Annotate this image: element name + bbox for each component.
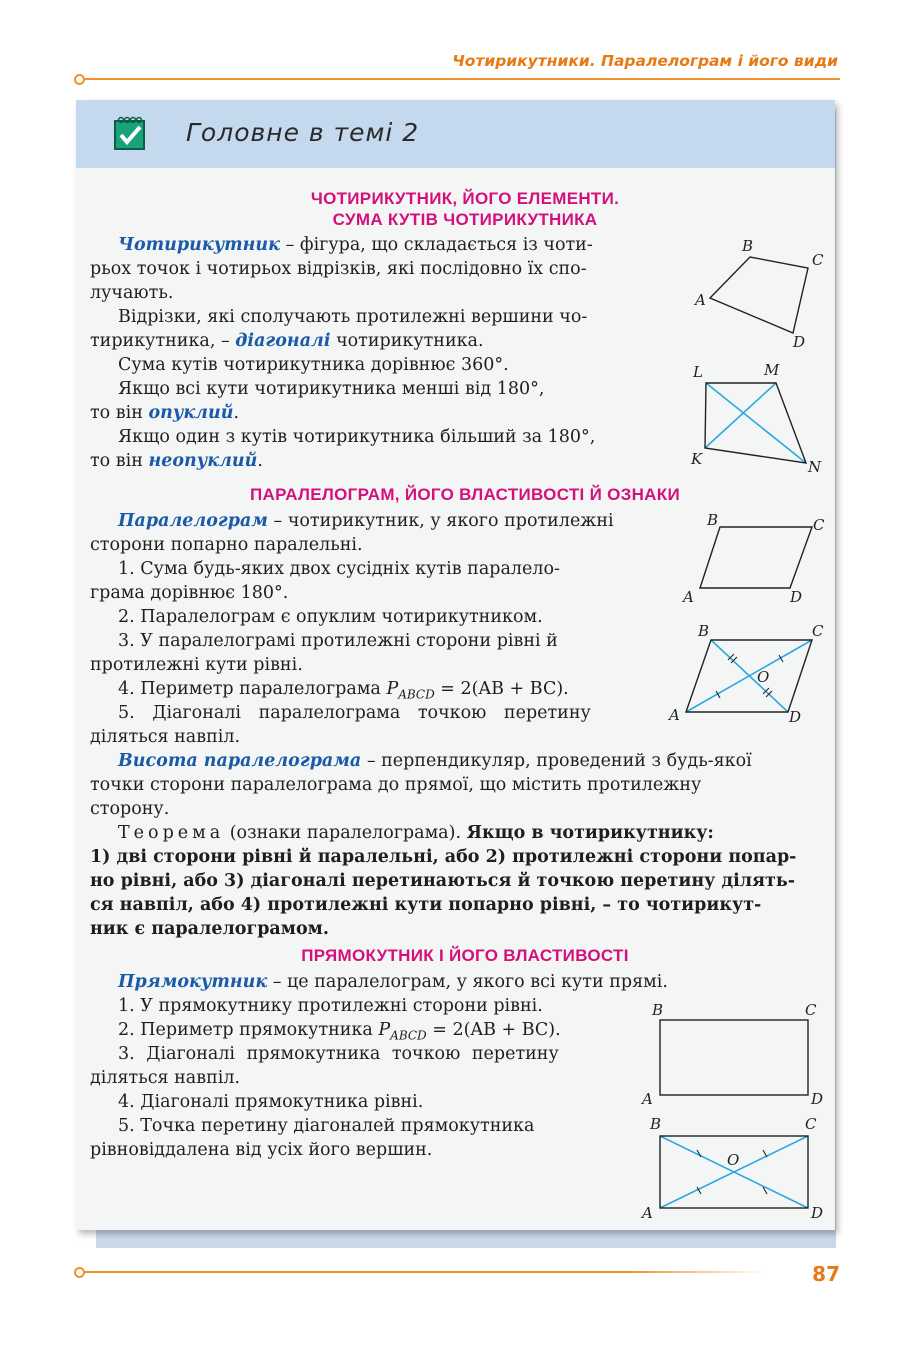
vertex-label: M xyxy=(764,361,780,379)
text-run: – чотирикутник, у якого протилежні xyxy=(267,511,614,531)
convex-quadrilateral-figure xyxy=(688,360,833,480)
text-run: тирикутника, – xyxy=(90,331,236,351)
text-line: діляться навпіл. xyxy=(90,1068,241,1088)
text-line: ник є паралелограмом. xyxy=(90,919,329,939)
section-title: ПРЯМОКУТНИК І ЙОГО ВЛАСТИВОСТІ xyxy=(301,946,629,965)
vertex-label: K xyxy=(691,450,703,468)
section-title-line: ЧОТИРИКУТНИК, ЙОГО ЕЛЕМЕНТИ. xyxy=(310,189,620,208)
text-line xyxy=(118,233,593,257)
vertex-label: A xyxy=(683,588,694,606)
text-line xyxy=(118,749,752,773)
text-line xyxy=(118,970,668,994)
vertex-label: B xyxy=(707,511,719,529)
text-line: 1. У прямокутнику протилежні сторони рівні. xyxy=(118,996,543,1016)
text-line xyxy=(90,401,239,425)
text-line: 1. Сума будь-яких двох сусідніх кутів паралело- xyxy=(118,559,560,579)
section-title xyxy=(200,188,730,230)
text-line: Якщо один з кутів чотирикутника більший за 180°, xyxy=(118,427,596,447)
text-line: діляться навпіл. xyxy=(90,727,241,747)
vertex-label: C xyxy=(812,251,824,269)
vertex-label: C xyxy=(813,516,825,534)
text-run: – фігура, що складається із чоти- xyxy=(280,235,593,255)
text-line: но рівні, або 3) діагоналі перетинаються й точкою перетину ділять- xyxy=(90,871,796,891)
vertex-label: C xyxy=(805,1001,817,1019)
section-title: ПАРАЛЕЛОГРАМ, ЙОГО ВЛАСТИВОСТІ Й ОЗНАКИ xyxy=(250,485,680,504)
vertex-label: N xyxy=(808,458,822,476)
text-line: 5. Діагоналі паралелограма точкою перетину xyxy=(118,703,591,723)
text-line xyxy=(90,329,484,353)
vertex-label: B xyxy=(650,1115,662,1133)
text-line xyxy=(90,449,263,473)
center-label: O xyxy=(757,668,770,686)
term: Паралелограм xyxy=(118,511,268,531)
text-run: = 2(AB + BC). xyxy=(426,1020,561,1040)
text-run: 2. Периметр прямокутника xyxy=(118,1020,379,1040)
vertex-label: A xyxy=(642,1204,653,1222)
text-line: рьох точок і чотирьох відрізків, які послідовно їх спо- xyxy=(90,259,587,279)
parallelogram-figure xyxy=(680,510,830,605)
text-line: сторону. xyxy=(90,799,170,819)
math-subscript: ABCD xyxy=(390,1028,427,1043)
text-run: чотирикутника. xyxy=(330,331,484,351)
theorem-word: Теорема xyxy=(118,823,225,843)
text-line: Якщо всі кути чотирикутника менші від 180°, xyxy=(118,379,545,399)
parallelogram-diagonals-figure xyxy=(666,620,826,730)
header-rule xyxy=(85,78,840,80)
vertex-label: D xyxy=(793,333,806,351)
vertex-label: L xyxy=(693,363,703,381)
rectangle-diagonals-figure xyxy=(640,1112,835,1222)
text-line: 3. У паралелограмі протилежні сторони рівні й xyxy=(118,631,558,651)
vertex-label: D xyxy=(811,1090,824,1108)
panel-title: Головне в темі 2 xyxy=(186,118,420,147)
text-run: то він xyxy=(90,451,149,471)
running-title: Чотирикутники. Паралелограм і його види xyxy=(452,52,838,70)
term: опуклий xyxy=(148,403,234,423)
checklist-icon xyxy=(113,115,146,151)
center-label: O xyxy=(727,1151,740,1169)
text-line: 1) дві сторони рівні й паралельні, або 2) протилежні сторони попар- xyxy=(90,847,797,867)
text-line: грама дорівнює 180°. xyxy=(90,583,289,603)
text-line xyxy=(118,821,714,845)
term: діагоналі xyxy=(235,331,331,351)
text-run: Якщо в чотирикутнику: xyxy=(466,823,714,843)
text-run: – перпендикуляр, проведений з будь-якої xyxy=(361,751,752,771)
text-line: протилежні кути рівні. xyxy=(90,655,303,675)
vertex-label: D xyxy=(790,588,803,606)
text-line: 3. Діагоналі прямокутника точкою перетину xyxy=(118,1044,559,1064)
text-run: . xyxy=(233,403,240,423)
math-subscript: ABCD xyxy=(398,687,435,702)
vertex-label: A xyxy=(642,1090,653,1108)
vertex-label: D xyxy=(811,1204,824,1222)
text-line xyxy=(118,509,614,533)
rectangle-figure xyxy=(640,998,835,1108)
term: неопуклий xyxy=(148,451,258,471)
text-line: точки сторони паралелограма до прямої, що містить протилежну xyxy=(90,775,702,795)
text-run: то він xyxy=(90,403,149,423)
math-symbol: P xyxy=(386,679,399,699)
text-line: Сума кутів чотирикутника дорівнює 360°. xyxy=(118,355,509,375)
term: Висота паралелограма xyxy=(118,751,362,771)
text-run: = 2(AB + BC). xyxy=(434,679,569,699)
text-line: лучають. xyxy=(90,283,174,303)
math-symbol: P xyxy=(378,1020,391,1040)
text-line: рівновіддалена від усіх його вершин. xyxy=(90,1140,433,1160)
text-line: Відрізки, які сполучають протилежні вершини чо- xyxy=(118,307,588,327)
footer-rule-dot xyxy=(74,1267,85,1278)
text-line: сторони попарно паралельні. xyxy=(90,535,363,555)
vertex-label: B xyxy=(742,237,754,255)
vertex-label: C xyxy=(812,622,824,640)
text-line: 5. Точка перетину діагоналей прямокутника xyxy=(118,1116,535,1136)
quadrilateral-figure xyxy=(690,235,830,350)
page-number: 87 xyxy=(812,1262,840,1286)
term: Чотирикутник xyxy=(118,235,281,255)
text-run: (ознаки паралелограма). xyxy=(224,823,467,843)
text-run: . xyxy=(257,451,263,471)
text-run: 4. Периметр паралелограма xyxy=(118,679,387,699)
term: Прямокутник xyxy=(118,972,268,992)
vertex-label: D xyxy=(789,708,802,726)
footer-rule xyxy=(85,1271,765,1273)
text-line: ся навпіл, або 4) протилежні кути попарно рівні, – то чотирикут- xyxy=(90,895,762,915)
vertex-label: B xyxy=(698,622,710,640)
text-run: – це паралелограм, у якого всі кути прямі. xyxy=(267,972,668,992)
header-rule-dot xyxy=(74,74,85,85)
vertex-label: A xyxy=(669,706,680,724)
text-line: 2. Паралелограм є опуклим чотирикутником. xyxy=(118,607,543,627)
text-line: 4. Діагоналі прямокутника рівні. xyxy=(118,1092,424,1112)
vertex-label: C xyxy=(805,1115,817,1133)
vertex-label: A xyxy=(695,291,706,309)
section-title-line: СУМА КУТІВ ЧОТИРИКУТНИКА xyxy=(332,210,598,229)
vertex-label: B xyxy=(652,1001,664,1019)
